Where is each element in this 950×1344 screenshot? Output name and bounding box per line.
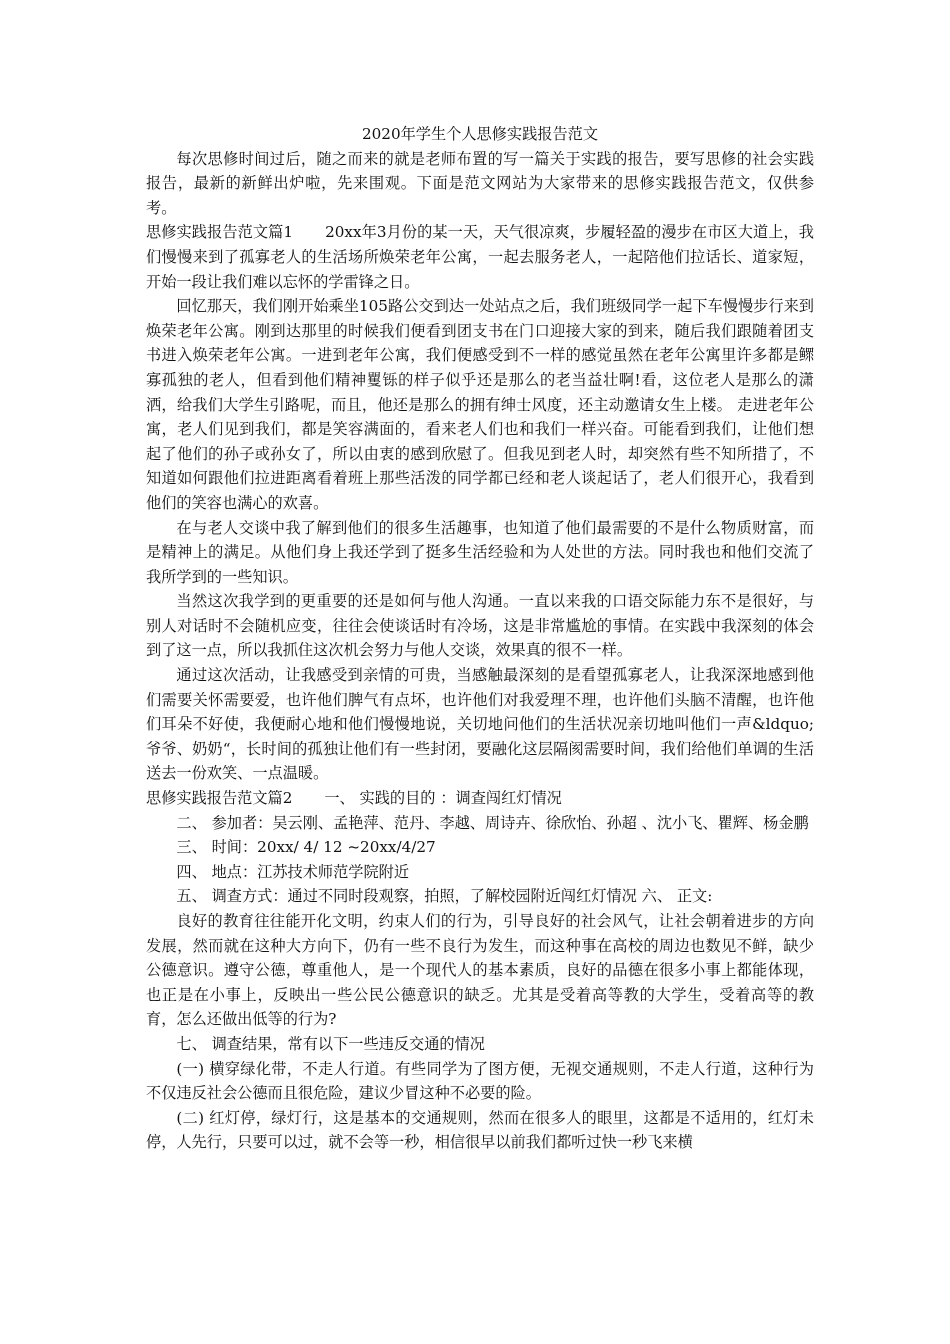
paragraph-participants: 二、 参加者：吴云刚、孟艳萍、范丹、李越、周诗卉、徐欣怡、孙超 、沈小飞、瞿辉、杨金鹏 xyxy=(176,813,809,832)
paragraph-result-2: (二) 红灯停，绿灯行，这是基本的交通规则，然而在很多人的眼里，这都是不适用的，红灯未停，人先行，只要可以过，就不会等一秒，相信很早以前我们都听过快一秒飞来横 xyxy=(146,1108,814,1152)
document-title: 2020年学生个人思修实践报告范文 xyxy=(361,125,599,143)
paragraph-body: 良好的教育往往能开化文明，约束人们的行为，引导良好的社会风气，让社会朝着进步的方向发展，然而就在这种大方向下，仍有一些不良行为发生，而这种事在高校的周边也数见不鲜，缺少公德意识。遵守公德，尊重他人，是一个现代人的基本素质，良好的品德在很多小事上都能体现，也正是在小事上，反映出一些公民公德意识的缺乏。尤其是受着高等教的大学生，受着高等的教育，怎么还做出低等的行为? xyxy=(146,912,814,1029)
section-1-paragraph xyxy=(146,220,814,294)
paragraph-result-1: (一) 横穿绿化带，不走人行道。有些同学为了图方便，无视交通规则，不走人行道，这种行为不仅违反社会公德而且很危险，建议少冒这种不必要的险。 xyxy=(146,1059,814,1103)
document-page xyxy=(146,122,814,1155)
paragraph-recall: 回忆那天，我们刚开始乘坐105路公交到达一处站点之后，我们班级同学一起下车慢慢步行来到焕荣老年公寓。刚到达那里的时候我们便看到团支书在门口迎接大家的到来，随后我们跟随着团支书进入焕荣老年公寓。一进到老年公寓，我们便感受到不一样的感觉虽然在老年公寓里许多都是鳏寡孤独的老人，但看到他们精神矍铄的样子似乎还是那么的老当益壮啊!看，这位老人是那么的潇洒，给我们大学生引路呢，而且，他还是那么的拥有绅士风度，还主动邀请女生上楼。 走进老年公寓，老人们见到我们，都是笑容满面的，看来老人们也和我们一样兴奋。可能看到我们，让他们想起了他们的孙子或孙女了，所以由衷的感到欣慰了。但我见到老人时，却突然有些不知所措了，不知道如何跟他们拉进距离看着班上那些活泼的同学都已经和老人谈起话了，老人们很开心，我看到他们的笑容也满心的欢喜。 xyxy=(146,297,814,512)
section-2-paragraph xyxy=(146,786,814,811)
section-2-heading: 思修实践报告范文篇2 xyxy=(146,789,293,808)
paragraph-conversation: 在与老人交谈中我了解到他们的很多生活趣事，也知道了他们最需要的不是什么物质财富，而是精神上的满足。从他们身上我还学到了挺多生活经验和为人处世的方法。同时我也和他们交流了我所学到的一些知识。 xyxy=(146,518,814,586)
paragraph-reflection: 通过这次活动，让我感受到亲情的可贵，当感触最深刻的是看望孤寡老人，让我深深地感到他们需要关怀需要爱，也许他们脾气有点坏，也许他们对我爱理不理，也许他们头脑不清醒，也许他们耳朵不好使，我便耐心地和他们慢慢地说，关切地问他们的生活状况亲切地叫他们一声&ldquo;爷爷、奶奶“，长时间的孤独让他们有一些封闭，要融化这层隔阂需要时间，我们给他们单调的生活送去一份欢笑、一点温暖。 xyxy=(146,666,814,783)
paragraph-intro: 每次思修时间过后，随之而来的就是老师布置的写一篇关于实践的报告，要写思修的社会实践报告，最新的新鲜出炉啦，先来围观。下面是范文网站为大家带来的思修实践报告范文，仅供参考。 xyxy=(146,149,814,217)
section-1-lead-text: 20xx年3月份的某一天，天气很凉爽，步履轻盈的漫步在市区大道上，我们慢慢来到了孤寡老人的生活场所焕荣老年公寓，一起去服务老人，一起陪他们拉话长、道家短，开始一段让我们难以忘怀的学雷锋之日。 xyxy=(146,223,814,291)
paragraph-location: 四、 地点：江苏技术师范学院附近 xyxy=(176,862,410,881)
section-1-heading: 思修实践报告范文篇1 xyxy=(146,223,294,242)
paragraph-time: 三、 时间：20xx/ 4/ 12 ~20xx/4/27 xyxy=(176,838,436,857)
section-2-lead-text: 一、 实践的目的 ：调查闯红灯情况 xyxy=(324,789,562,808)
paragraph-results: 七、 调查结果，常有以下一些违反交通的情况 xyxy=(176,1034,485,1053)
paragraph-method: 五、 调查方式：通过不同时段观察，拍照，了解校园附近闯红灯情况 六、 正文: xyxy=(176,887,713,906)
paragraph-communication: 当然这次我学到的更重要的还是如何与他人沟通。一直以来我的口语交际能力东不是很好，与别人对话时不会随机应变，往往会使谈话时有冷场，这是非常尴尬的事情。在实践中我深刻的体会到了这一点，所以我抓住这次机会努力与他人交谈，效果真的很不一样。 xyxy=(146,592,814,660)
